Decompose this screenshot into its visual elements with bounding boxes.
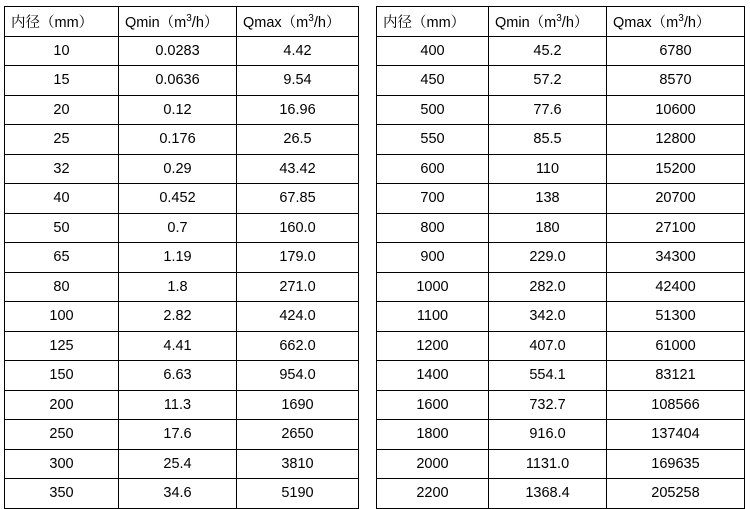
cell-qmin: 0.176 [119, 125, 237, 155]
cell-qmax: 179.0 [237, 243, 359, 273]
table-row [377, 36, 745, 66]
header-qmax-exponent: 3 [308, 12, 314, 24]
header-qmin-label: Qmin（m [495, 14, 557, 31]
cell-qmax: 205258 [607, 479, 745, 509]
cell-qmax: 9.54 [237, 66, 359, 96]
header-inner-diameter [377, 7, 489, 37]
header-qmin-tail: /h） [191, 14, 219, 31]
cell-qmax: 108566 [607, 390, 745, 420]
table-row [5, 95, 359, 125]
cell-qmax: 1690 [237, 390, 359, 420]
cell-qmin: 4.41 [119, 331, 237, 361]
table-row [377, 361, 745, 391]
cell-qmax: 16.96 [237, 95, 359, 125]
header-qmin [119, 7, 237, 37]
cell-diameter: 700 [377, 184, 489, 214]
cell-diameter: 150 [5, 361, 119, 391]
cell-diameter: 125 [5, 331, 119, 361]
cell-qmax: 51300 [607, 302, 745, 332]
cell-qmin: 0.7 [119, 213, 237, 243]
table-row [5, 154, 359, 184]
left-table [4, 6, 359, 509]
header-inner-diameter [5, 7, 119, 37]
cell-qmax: 137404 [607, 420, 745, 450]
cell-qmax: 43.42 [237, 154, 359, 184]
header-inner-diameter-label: 内径（mm） [11, 14, 94, 31]
cell-diameter: 600 [377, 154, 489, 184]
table-row [377, 184, 745, 214]
cell-qmin: 85.5 [489, 125, 607, 155]
cell-diameter: 2200 [377, 479, 489, 509]
cell-qmax: 42400 [607, 272, 745, 302]
cell-qmax: 169635 [607, 449, 745, 479]
cell-qmax: 160.0 [237, 213, 359, 243]
right-table-body [377, 36, 745, 508]
cell-diameter: 400 [377, 36, 489, 66]
cell-diameter: 1400 [377, 361, 489, 391]
table-row [377, 95, 745, 125]
cell-qmin: 0.12 [119, 95, 237, 125]
table-row [377, 390, 745, 420]
cell-qmax: 27100 [607, 213, 745, 243]
cell-qmin: 25.4 [119, 449, 237, 479]
cell-qmin: 1368.4 [489, 479, 607, 509]
table-row [377, 420, 745, 450]
cell-qmin: 6.63 [119, 361, 237, 391]
table-row [377, 213, 745, 243]
cell-qmin: 57.2 [489, 66, 607, 96]
table-row [377, 302, 745, 332]
header-qmax-label: Qmax（m [243, 14, 309, 31]
table-row [5, 390, 359, 420]
table-row [377, 272, 745, 302]
cell-qmin: 1.8 [119, 272, 237, 302]
table-header-row [5, 7, 359, 37]
cell-qmax: 3810 [237, 449, 359, 479]
cell-diameter: 300 [5, 449, 119, 479]
table-row [5, 302, 359, 332]
cell-qmax: 662.0 [237, 331, 359, 361]
header-qmax-label: Qmax（m [613, 14, 679, 31]
cell-qmax: 5190 [237, 479, 359, 509]
header-qmin-exponent: 3 [186, 12, 192, 24]
table-row [377, 449, 745, 479]
cell-diameter: 65 [5, 243, 119, 273]
cell-qmin: 0.29 [119, 154, 237, 184]
table-row [377, 243, 745, 273]
cell-diameter: 800 [377, 213, 489, 243]
cell-diameter: 350 [5, 479, 119, 509]
cell-qmin: 0.0636 [119, 66, 237, 96]
cell-qmax: 67.85 [237, 184, 359, 214]
cell-qmin: 1131.0 [489, 449, 607, 479]
cell-qmax: 954.0 [237, 361, 359, 391]
cell-qmin: 0.0283 [119, 36, 237, 66]
cell-diameter: 200 [5, 390, 119, 420]
cell-qmin: 282.0 [489, 272, 607, 302]
cell-diameter: 550 [377, 125, 489, 155]
cell-diameter: 20 [5, 95, 119, 125]
header-qmax-tail: /h） [313, 14, 341, 31]
table-row [5, 213, 359, 243]
cell-diameter: 1600 [377, 390, 489, 420]
header-qmin-label: Qmin（m [125, 14, 187, 31]
cell-diameter: 500 [377, 95, 489, 125]
cell-diameter: 80 [5, 272, 119, 302]
cell-qmax: 34300 [607, 243, 745, 273]
cell-diameter: 50 [5, 213, 119, 243]
cell-qmin: 77.6 [489, 95, 607, 125]
cell-qmin: 1.19 [119, 243, 237, 273]
cell-qmax: 61000 [607, 331, 745, 361]
cell-diameter: 1000 [377, 272, 489, 302]
table-row [5, 36, 359, 66]
cell-qmax: 4.42 [237, 36, 359, 66]
cell-qmax: 8570 [607, 66, 745, 96]
cell-qmax: 271.0 [237, 272, 359, 302]
header-qmax-exponent: 3 [678, 12, 684, 24]
cell-qmax: 10600 [607, 95, 745, 125]
cell-qmax: 12800 [607, 125, 745, 155]
table-row [5, 66, 359, 96]
cell-qmin: 916.0 [489, 420, 607, 450]
cell-qmin: 2.82 [119, 302, 237, 332]
cell-diameter: 10 [5, 36, 119, 66]
header-inner-diameter-label: 内径（mm） [383, 14, 466, 31]
cell-diameter: 900 [377, 243, 489, 273]
cell-diameter: 450 [377, 66, 489, 96]
cell-diameter: 1100 [377, 302, 489, 332]
cell-qmax: 83121 [607, 361, 745, 391]
table-row [377, 331, 745, 361]
right-table [376, 6, 745, 509]
cell-diameter: 1200 [377, 331, 489, 361]
table-row [377, 154, 745, 184]
cell-qmax: 20700 [607, 184, 745, 214]
table-row [5, 361, 359, 391]
header-qmin-exponent: 3 [556, 12, 562, 24]
table-row [5, 272, 359, 302]
table-row [5, 184, 359, 214]
cell-qmin: 138 [489, 184, 607, 214]
cell-qmin: 180 [489, 213, 607, 243]
cell-qmax: 26.5 [237, 125, 359, 155]
table-row [5, 125, 359, 155]
cell-diameter: 250 [5, 420, 119, 450]
cell-qmin: 110 [489, 154, 607, 184]
cell-qmin: 342.0 [489, 302, 607, 332]
table-row [377, 66, 745, 96]
cell-diameter: 15 [5, 66, 119, 96]
header-qmin-tail: /h） [561, 14, 589, 31]
cell-qmax: 6780 [607, 36, 745, 66]
header-qmin [489, 7, 607, 37]
cell-qmin: 0.452 [119, 184, 237, 214]
table-row [5, 331, 359, 361]
cell-diameter: 100 [5, 302, 119, 332]
cell-qmin: 11.3 [119, 390, 237, 420]
cell-qmax: 2650 [237, 420, 359, 450]
cell-qmin: 732.7 [489, 390, 607, 420]
header-qmax [607, 7, 745, 37]
cell-qmin: 45.2 [489, 36, 607, 66]
cell-qmin: 34.6 [119, 479, 237, 509]
table-row [377, 125, 745, 155]
cell-qmin: 229.0 [489, 243, 607, 273]
header-qmax [237, 7, 359, 37]
cell-diameter: 32 [5, 154, 119, 184]
cell-qmax: 15200 [607, 154, 745, 184]
header-qmax-tail: /h） [683, 14, 711, 31]
table-row [5, 449, 359, 479]
table-header-row [377, 7, 745, 37]
cell-diameter: 2000 [377, 449, 489, 479]
left-table-body [5, 36, 359, 508]
table-row [5, 420, 359, 450]
cell-qmin: 554.1 [489, 361, 607, 391]
cell-diameter: 40 [5, 184, 119, 214]
cell-qmin: 407.0 [489, 331, 607, 361]
cell-diameter: 25 [5, 125, 119, 155]
table-row [5, 243, 359, 273]
cell-qmax: 424.0 [237, 302, 359, 332]
cell-qmin: 17.6 [119, 420, 237, 450]
cell-diameter: 1800 [377, 420, 489, 450]
